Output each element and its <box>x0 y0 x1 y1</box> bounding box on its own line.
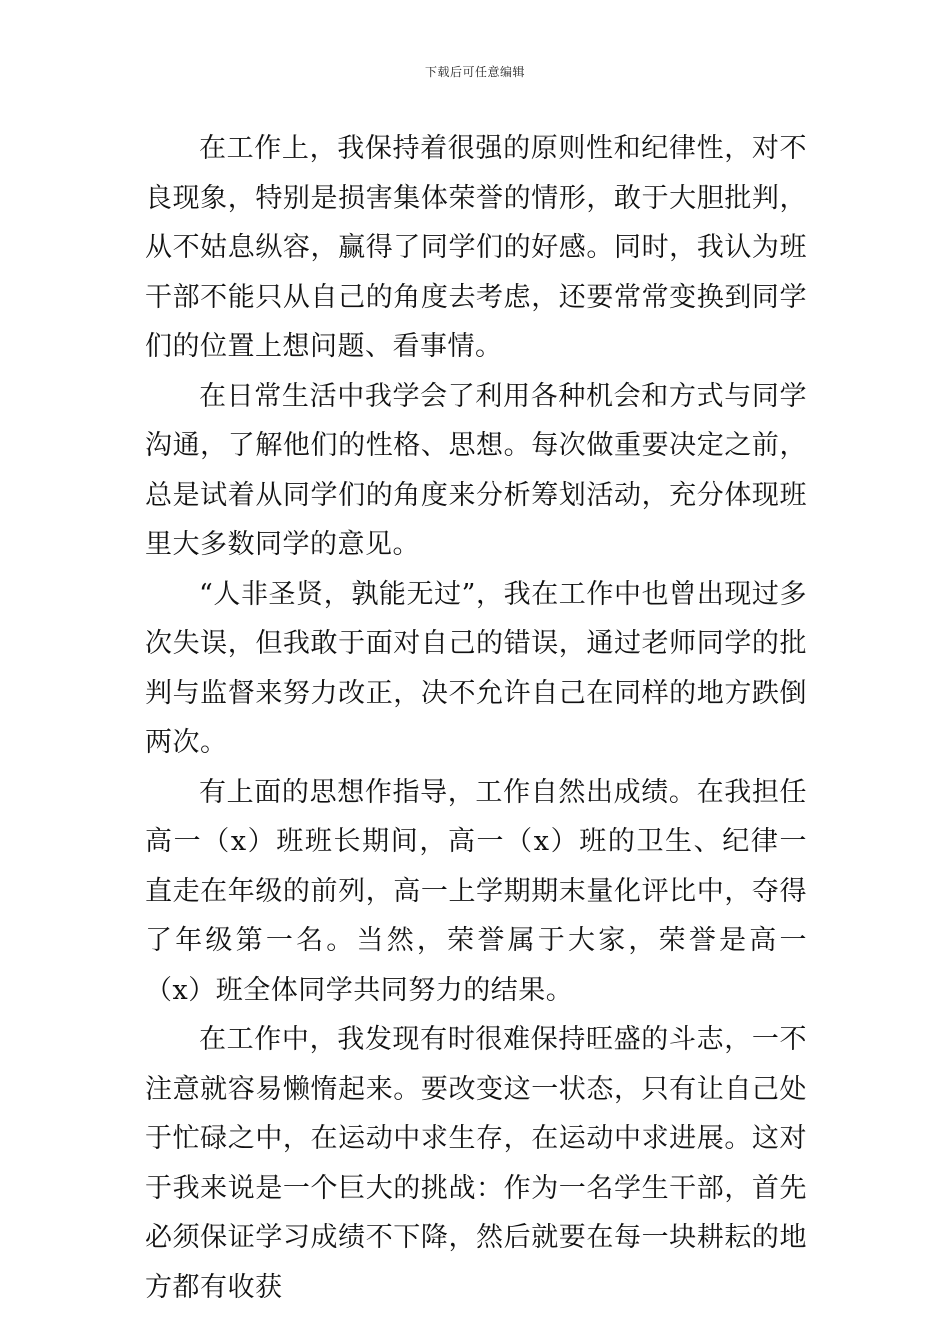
paragraph-2: 在日常生活中我学会了利用各种机会和方式与同学沟通，了解他们的性格、思想。每次做重要决定之前，总是试着从同学们的角度来分析筹划活动，充分体现班里大多数同学的意见。 <box>145 380 807 560</box>
page-header: 下载后可任意编辑 <box>424 65 525 79</box>
document-body <box>145 124 807 1312</box>
paragraph-3: “人非圣贤，孰能无过”，我在工作中也曾出现过多次失误，但我敢于面对自己的错误，通过老师同学的批判与监督来努力改正，决不允许自己在同样的地方跌倒两次。 <box>145 578 807 758</box>
paragraph-1: 在工作上，我保持着很强的原则性和纪律性，对不良现象，特别是损害集体荣誉的情形，敢于大胆批判，从不姑息纵容，赢得了同学们的好感。同时，我认为班干部不能只从自己的角度去考虑，还要常常变换到同学们的位置上想问题、看事情。 <box>145 133 807 362</box>
paragraph-5: 在工作中，我发现有时很难保持旺盛的斗志，一不注意就容易懒惰起来。要改变这一状态，只有让自己处于忙碌之中，在运动中求生存，在运动中求进展。这对于我来说是一个巨大的挑战：作为一名学生干部，首先必须保证学习成绩不下降，然后就要在每一块耕耘的地方都有收获 <box>145 1024 807 1303</box>
paragraph-4: 有上面的思想作指导，工作自然出成绩。在我担任高一（x）班班长期间，高一（x）班的卫生、纪律一直走在年级的前列，高一上学期期末量化评比中，夺得了年级第一名。当然，荣誉属于大家，荣誉是高一（x）班全体同学共同努力的结果。 <box>145 776 807 1006</box>
